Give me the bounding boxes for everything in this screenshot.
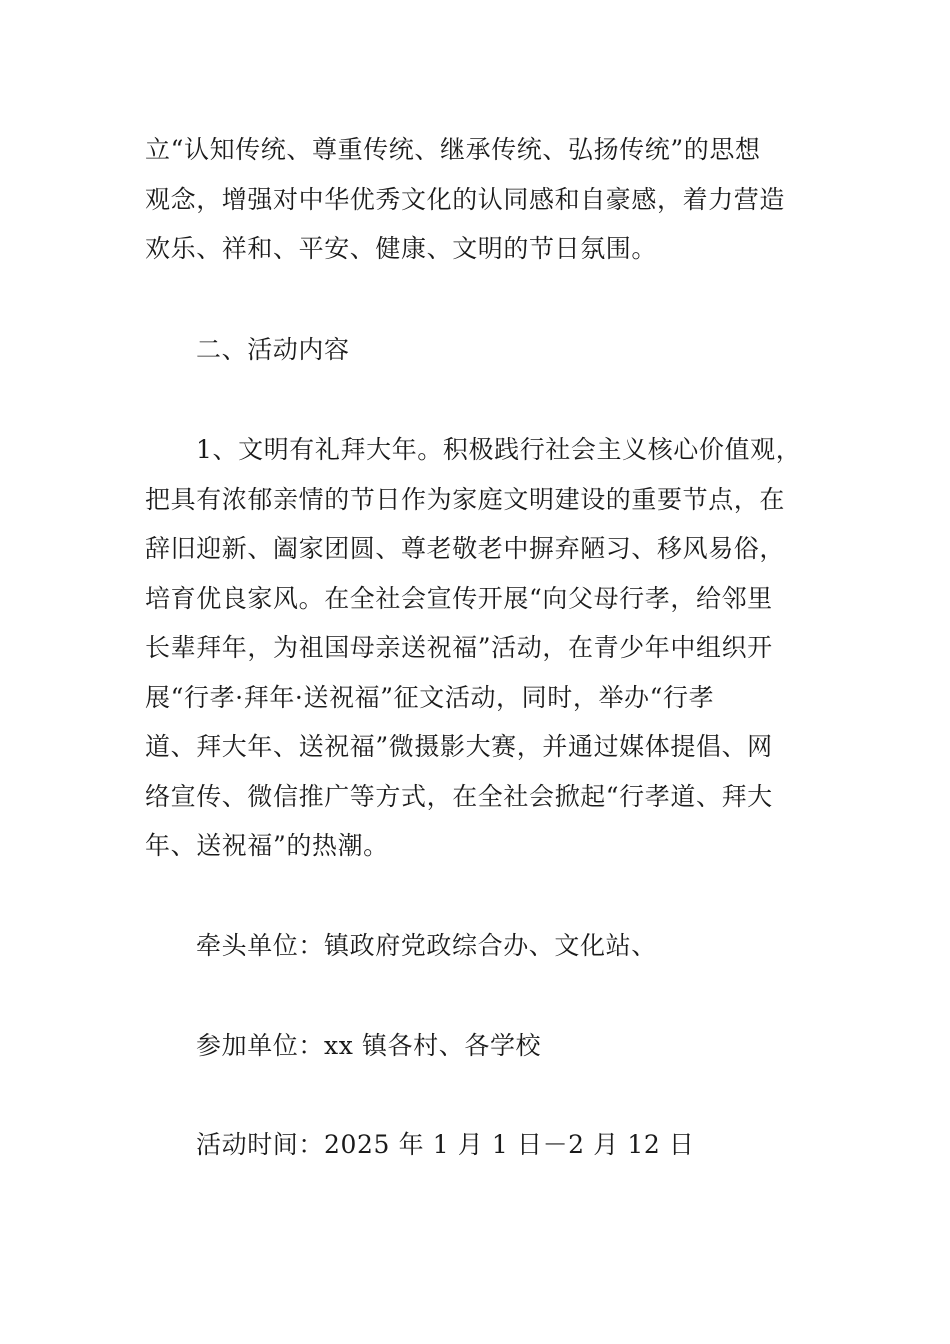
intro-line-2: 观念，增强对中华优秀文化的认同感和自豪感，着力营造 [145, 185, 786, 214]
item1-line-6: 展“行孝·拜年·送祝福”征文活动，同时，举办“行孝 [145, 683, 715, 712]
item1-line-1: 1、文明有礼拜大年。积极践行社会主义核心价值观， [196, 435, 802, 464]
participating-units: 参加单位：xx 镇各村、各学校 [196, 1031, 542, 1060]
item1-line-2: 把具有浓郁亲情的节日作为家庭文明建设的重要节点，在 [145, 485, 786, 514]
item1-line-7: 道、拜大年、送祝福”微摄影大赛，并通过媒体提倡、网 [145, 732, 773, 761]
item1-line-4: 培育优良家风。在全社会宣传开展“向父母行孝，给邻里 [145, 584, 773, 613]
intro-line-3: 欢乐、祥和、平安、健康、文明的节日氛围。 [145, 234, 658, 263]
intro-line-1: 立“认知传统、尊重传统、继承传统、弘扬传统”的思想 [145, 135, 761, 164]
item1-line-9: 年、送祝福”的热潮。 [145, 831, 389, 860]
lead-unit: 牵头单位：镇政府党政综合办、文化站、 [196, 931, 657, 960]
item1-line-5: 长辈拜年，为祖国母亲送祝福”活动，在青少年中组织开 [145, 633, 773, 662]
activity-time: 活动时间：2025 年 1 月 1 日－2 月 12 日 [196, 1130, 695, 1159]
item1-line-8: 络宣传、微信推广等方式，在全社会掀起“行孝道、拜大 [145, 782, 773, 811]
section-heading: 二、活动内容 [196, 335, 350, 364]
item1-line-3: 辞旧迎新、阖家团圆、尊老敬老中摒弃陋习、移风易俗， [145, 534, 786, 563]
